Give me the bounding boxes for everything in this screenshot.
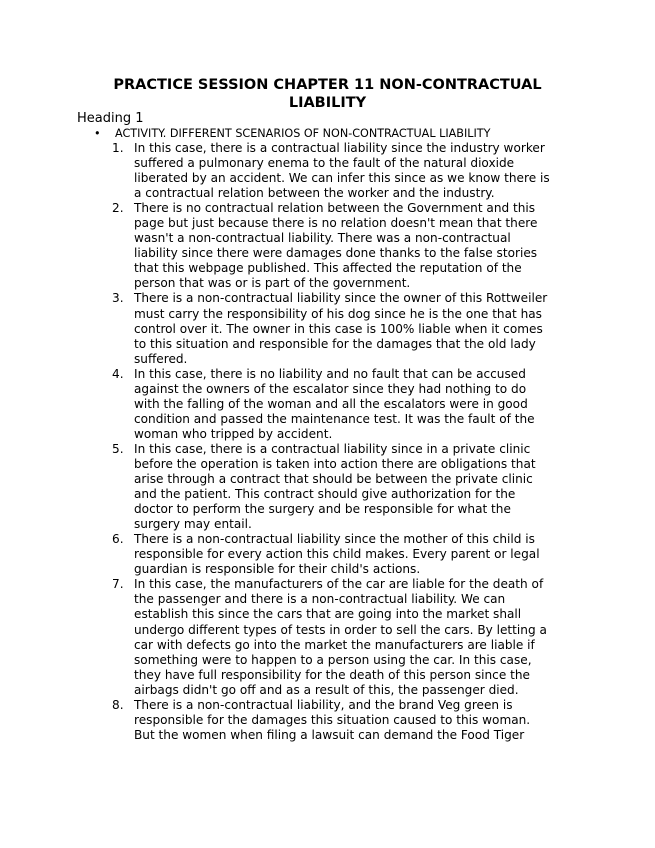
text-line: with the falling of the woman and all the escalators were in good bbox=[134, 396, 528, 411]
list-item bbox=[112, 367, 582, 442]
text-line: In this case, there is no liability and no fault that can be accused bbox=[134, 366, 526, 381]
text-line: responsible for every action this child makes. Every parent or legal bbox=[134, 547, 540, 562]
heading-1: Heading 1 bbox=[77, 111, 144, 126]
list-item-number: 1. bbox=[112, 141, 124, 155]
text-line: person that was or is part of the government. bbox=[134, 276, 411, 291]
list-item-number: 8. bbox=[112, 697, 124, 712]
text-line: and the patient. This contract should give authorization for the bbox=[134, 487, 516, 502]
text-line: car with defects go into the market the manufacturers are liable if bbox=[134, 637, 535, 652]
list-item bbox=[112, 141, 582, 201]
list-item-text bbox=[134, 532, 582, 577]
list-item-number: 4. bbox=[112, 366, 124, 381]
list-item bbox=[112, 442, 582, 532]
text-line: responsible for the damages this situation caused to this woman. bbox=[134, 712, 531, 727]
list-item-text bbox=[134, 141, 582, 201]
list-item bbox=[112, 291, 582, 366]
text-line: before the operation is taken into action there are obligations that bbox=[134, 456, 536, 471]
list-item bbox=[112, 698, 582, 743]
list-item-text bbox=[134, 442, 582, 532]
list-item bbox=[112, 577, 582, 697]
list-item-text bbox=[134, 201, 582, 291]
text-line: something were to happen to a person using the car. In this case, bbox=[134, 652, 532, 667]
text-line: page but just because there is no relation doesn't mean that there bbox=[134, 216, 538, 231]
text-line: arise through a contract that should be between the private clinic bbox=[134, 472, 533, 487]
list-item-text bbox=[134, 291, 582, 366]
text-line: suffered. bbox=[134, 351, 188, 366]
list-item-text bbox=[134, 698, 582, 743]
text-line: liability since there were damages done thanks to the false stories bbox=[134, 246, 538, 261]
list-item bbox=[112, 201, 582, 291]
text-line: control over it. The owner in this case is 100% liable when it comes bbox=[134, 321, 543, 336]
list-item bbox=[112, 532, 582, 577]
activity-heading: ACTIVITY. DIFFERENT SCENARIOS OF NON-CONTRACTUAL LIABILITY bbox=[115, 127, 491, 140]
scenario-list bbox=[112, 141, 582, 743]
list-item-text bbox=[134, 367, 582, 442]
text-line: to this situation and responsible for the damages that the old lady bbox=[134, 336, 536, 351]
text-line: There is a non-contractual liability since the owner of this Rottweiler bbox=[134, 291, 548, 306]
text-line: In this case, the manufacturers of the car are liable for the death of bbox=[134, 577, 544, 592]
text-line: establish this since the cars that are going into the market shall bbox=[134, 607, 522, 622]
text-line: In this case, there is a contractual liability since in a private clinic bbox=[134, 441, 531, 456]
list-item-number: 7. bbox=[112, 577, 124, 592]
text-line: But the women when filing a lawsuit can demand the Food Tiger bbox=[134, 727, 525, 742]
text-line: In this case, there is a contractual liability since the industry worker bbox=[134, 141, 545, 155]
title-line: LIABILITY bbox=[288, 95, 367, 111]
bullet-icon: • bbox=[94, 127, 101, 140]
list-item-number: 2. bbox=[112, 201, 124, 216]
text-line: they have full responsibility for the death of this person since the bbox=[134, 667, 530, 682]
text-line: woman who tripped by accident. bbox=[134, 426, 333, 441]
list-item-text bbox=[134, 577, 582, 697]
text-line: guardian is responsible for their child's actions. bbox=[134, 562, 421, 577]
text-line: that this webpage published. This affected the reputation of the bbox=[134, 261, 522, 276]
text-line: liberated by an accident. We can infer this since as we know there is bbox=[134, 171, 550, 186]
text-line: suffered a pulmonary enema to the fault of the natural dioxide bbox=[134, 156, 515, 171]
text-line: a contractual relation between the worker and the industry. bbox=[134, 186, 495, 201]
text-line: There is a non-contractual liability since the mother of this child is bbox=[134, 532, 535, 547]
text-line: the passenger and there is a non-contractual liability. We can bbox=[134, 592, 506, 607]
text-line: There is no contractual relation between the Government and this bbox=[134, 201, 536, 216]
text-line: airbags didn't go off and as a result of this, the passenger died. bbox=[134, 682, 519, 697]
document-title bbox=[80, 76, 575, 112]
list-item-number: 6. bbox=[112, 532, 124, 547]
text-line: undergo different types of tests in order to sell the cars. By letting a bbox=[134, 622, 547, 637]
text-line: There is a non-contractual liability, and the brand Veg green is bbox=[134, 697, 513, 712]
text-line: doctor to perform the surgery and be responsible for what the bbox=[134, 502, 511, 517]
title-line: PRACTICE SESSION CHAPTER 11 NON-CONTRACTUAL bbox=[113, 77, 542, 93]
text-line: must carry the responsibility of his dog since he is the one that has bbox=[134, 306, 542, 321]
list-item-number: 5. bbox=[112, 441, 124, 456]
list-item-number: 3. bbox=[112, 291, 124, 306]
text-line: wasn't a non-contractual liability. There was a non-contractual bbox=[134, 231, 511, 246]
text-line: surgery may entail. bbox=[134, 517, 252, 532]
text-line: against the owners of the escalator since they had nothing to do bbox=[134, 381, 527, 396]
text-line: condition and passed the maintenance test. It was the fault of the bbox=[134, 411, 535, 426]
